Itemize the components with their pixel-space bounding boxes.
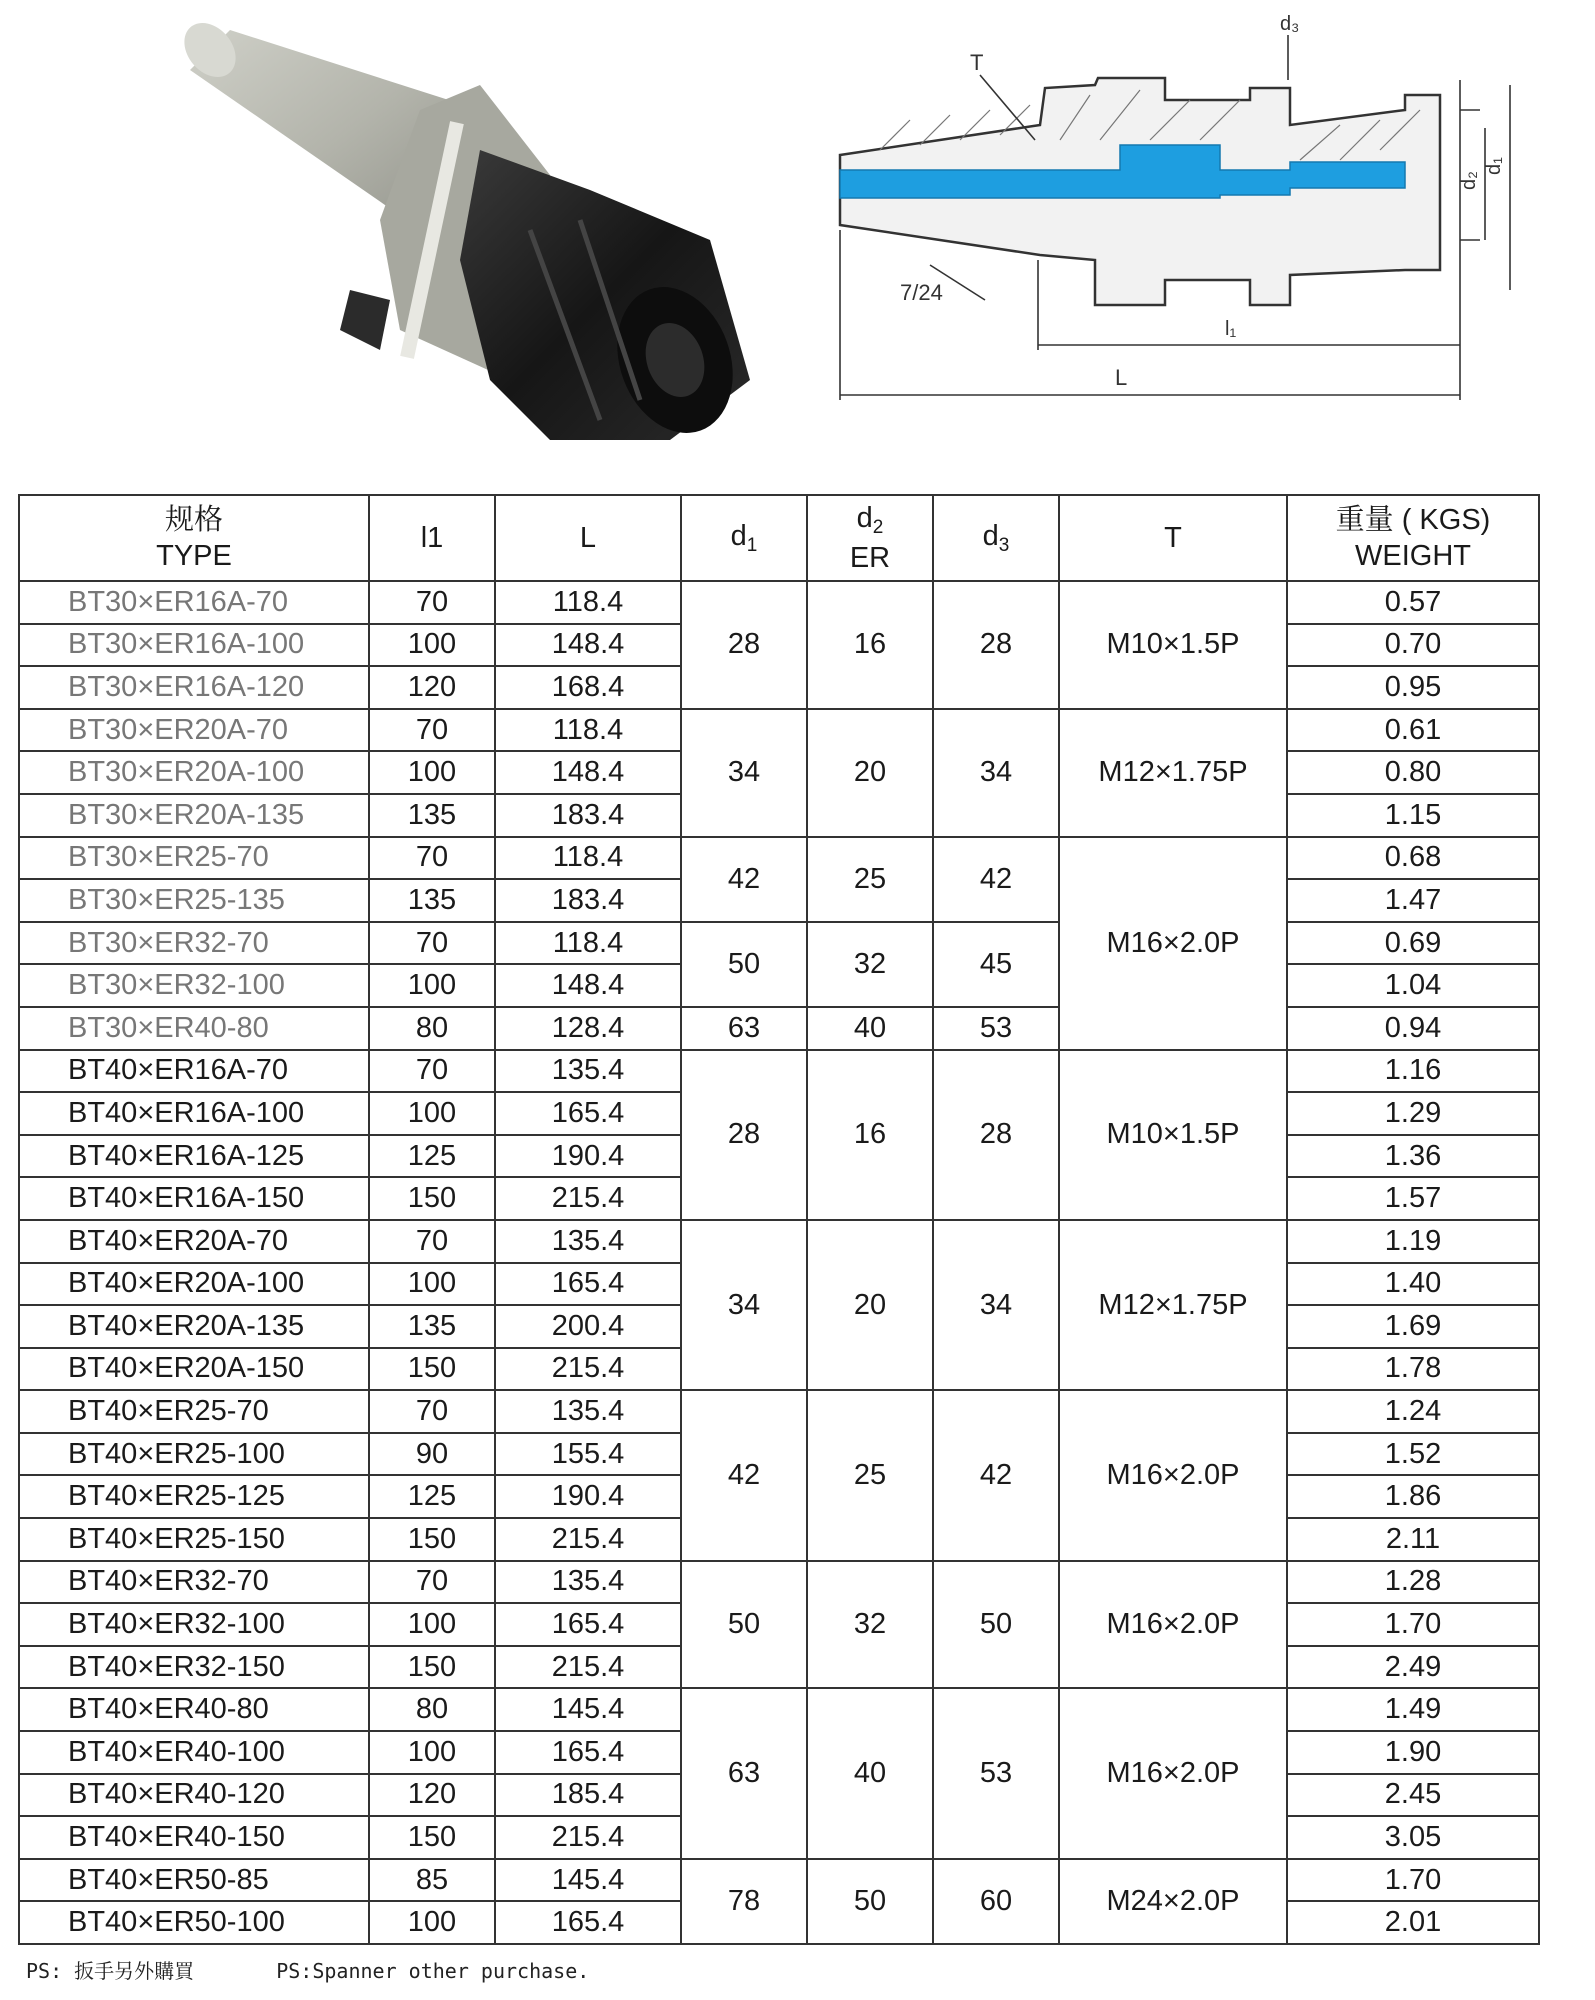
weight-cell: 0.68 <box>1287 837 1539 880</box>
weight-cell: 1.40 <box>1287 1263 1539 1306</box>
l1-cell: 150 <box>369 1177 495 1220</box>
type-cell: BT40×ER16A-150 <box>19 1177 369 1220</box>
l1-cell: 135 <box>369 794 495 837</box>
l1-cell: 150 <box>369 1646 495 1689</box>
type-cell: BT40×ER25-100 <box>19 1433 369 1476</box>
d3-cell: 34 <box>933 709 1059 837</box>
l1-cell: 100 <box>369 1901 495 1944</box>
d1-cell: 28 <box>681 1050 807 1220</box>
l1-cell: 70 <box>369 922 495 965</box>
d3-cell: 60 <box>933 1859 1059 1944</box>
product-photo <box>150 0 750 460</box>
weight-cell: 1.86 <box>1287 1475 1539 1518</box>
l-cell: 183.4 <box>495 794 681 837</box>
l1-cell: 120 <box>369 666 495 709</box>
l1-cell: 70 <box>369 1561 495 1604</box>
weight-cell: 2.01 <box>1287 1901 1539 1944</box>
thread-cell: M24×2.0P <box>1059 1859 1287 1944</box>
thread-cell: M16×2.0P <box>1059 1561 1287 1689</box>
l1-cell: 70 <box>369 1390 495 1433</box>
table-row <box>19 1050 1539 1093</box>
d3-cell: 42 <box>933 837 1059 922</box>
d3-cell: 28 <box>933 1050 1059 1220</box>
thread-cell: M12×1.75P <box>1059 1220 1287 1390</box>
type-cell: BT40×ER20A-100 <box>19 1263 369 1306</box>
l1-cell: 70 <box>369 837 495 880</box>
l1-cell: 120 <box>369 1774 495 1817</box>
weight-cell: 1.28 <box>1287 1561 1539 1604</box>
l-cell: 155.4 <box>495 1433 681 1476</box>
weight-cell: 1.52 <box>1287 1433 1539 1476</box>
l-cell: 185.4 <box>495 1774 681 1817</box>
d3-cell: 45 <box>933 922 1059 1007</box>
l1-cell: 150 <box>369 1816 495 1859</box>
weight-cell: 0.69 <box>1287 922 1539 965</box>
type-cell: BT30×ER20A-135 <box>19 794 369 837</box>
type-cell: BT30×ER32-100 <box>19 964 369 1007</box>
d2-cell: 40 <box>807 1007 933 1050</box>
l-cell: 215.4 <box>495 1816 681 1859</box>
table-row <box>19 1390 1539 1433</box>
col-d2: $d_2$ ER <box>807 495 933 581</box>
weight-cell: 1.16 <box>1287 1050 1539 1093</box>
table-row <box>19 1561 1539 1604</box>
weight-cell: 1.15 <box>1287 794 1539 837</box>
l-cell: 128.4 <box>495 1007 681 1050</box>
d2-cell: 16 <box>807 1050 933 1220</box>
table-row <box>19 1688 1539 1731</box>
l-cell: 215.4 <box>495 1518 681 1561</box>
col-d1: $d_1$ <box>681 495 807 581</box>
weight-cell: 0.57 <box>1287 581 1539 624</box>
weight-cell: 1.49 <box>1287 1688 1539 1731</box>
weight-cell: 1.29 <box>1287 1092 1539 1135</box>
l-cell: 118.4 <box>495 581 681 624</box>
weight-cell: 0.80 <box>1287 751 1539 794</box>
type-cell: BT30×ER25-135 <box>19 879 369 922</box>
table-row <box>19 581 1539 624</box>
l1-cell: 70 <box>369 709 495 752</box>
table-row <box>19 837 1539 880</box>
type-cell: BT40×ER16A-100 <box>19 1092 369 1135</box>
type-cell: BT30×ER16A-120 <box>19 666 369 709</box>
l-cell: 200.4 <box>495 1305 681 1348</box>
d1-cell: 63 <box>681 1007 807 1050</box>
l-cell: 165.4 <box>495 1901 681 1944</box>
d1-cell: 34 <box>681 709 807 837</box>
d3-cell: 34 <box>933 1220 1059 1390</box>
l-cell: 148.4 <box>495 964 681 1007</box>
l1-cell: 90 <box>369 1433 495 1476</box>
weight-cell: 1.04 <box>1287 964 1539 1007</box>
d1-cell: 42 <box>681 837 807 922</box>
type-cell: BT30×ER25-70 <box>19 837 369 880</box>
l-cell: 190.4 <box>495 1475 681 1518</box>
l1-cell: 70 <box>369 581 495 624</box>
d2-cell: 32 <box>807 1561 933 1689</box>
type-cell: BT40×ER16A-70 <box>19 1050 369 1093</box>
weight-cell: 0.95 <box>1287 666 1539 709</box>
l-cell: 135.4 <box>495 1561 681 1604</box>
d1-cell: 78 <box>681 1859 807 1944</box>
col-type: 规格 TYPE <box>19 495 369 581</box>
l1-cell: 70 <box>369 1050 495 1093</box>
l1-cell: 100 <box>369 624 495 667</box>
weight-cell: 1.19 <box>1287 1220 1539 1263</box>
type-cell: BT40×ER25-70 <box>19 1390 369 1433</box>
thread-cell: M16×2.0P <box>1059 1688 1287 1858</box>
d2-label: d₂ <box>1458 171 1480 190</box>
table-row <box>19 922 1539 965</box>
type-cell: BT40×ER40-150 <box>19 1816 369 1859</box>
l-cell: 135.4 <box>495 1390 681 1433</box>
type-cell: BT30×ER20A-70 <box>19 709 369 752</box>
thread-cell: M16×2.0P <box>1059 1390 1287 1560</box>
thread-cell: M12×1.75P <box>1059 709 1287 837</box>
l-cell: 118.4 <box>495 709 681 752</box>
l-cell: 118.4 <box>495 837 681 880</box>
d2-cell: 20 <box>807 1220 933 1390</box>
thread-cell: M16×2.0P <box>1059 837 1287 1050</box>
l-cell: 118.4 <box>495 922 681 965</box>
d3-cell: 53 <box>933 1688 1059 1858</box>
weight-cell: 0.70 <box>1287 624 1539 667</box>
weight-cell: 1.70 <box>1287 1859 1539 1902</box>
d2-cell: 32 <box>807 922 933 1007</box>
weight-cell: 1.47 <box>1287 879 1539 922</box>
type-cell: BT40×ER50-85 <box>19 1859 369 1902</box>
weight-cell: 0.94 <box>1287 1007 1539 1050</box>
type-cell: BT30×ER40-80 <box>19 1007 369 1050</box>
type-cell: BT40×ER40-80 <box>19 1688 369 1731</box>
l-cell: 165.4 <box>495 1603 681 1646</box>
l-cell: 215.4 <box>495 1177 681 1220</box>
l-cell: 190.4 <box>495 1135 681 1178</box>
d3-label: d₃ <box>1280 13 1300 35</box>
l-cell: 165.4 <box>495 1092 681 1135</box>
l-cell: 135.4 <box>495 1050 681 1093</box>
d1-cell: 28 <box>681 581 807 709</box>
col-l1: l1 <box>369 495 495 581</box>
d1-cell: 50 <box>681 922 807 1007</box>
thread-cell: M10×1.5P <box>1059 1050 1287 1220</box>
taper-label: 7/24 <box>900 280 943 305</box>
spec-table <box>18 494 1540 1945</box>
l-cell: 165.4 <box>495 1731 681 1774</box>
col-t: T <box>1059 495 1287 581</box>
weight-cell: 1.90 <box>1287 1731 1539 1774</box>
l-cell: 135.4 <box>495 1220 681 1263</box>
type-cell: BT40×ER50-100 <box>19 1901 369 1944</box>
type-cell: BT40×ER25-125 <box>19 1475 369 1518</box>
spec-rows <box>19 581 1539 1944</box>
l-cell: 165.4 <box>495 1263 681 1306</box>
weight-cell: 3.05 <box>1287 1816 1539 1859</box>
weight-cell: 1.78 <box>1287 1348 1539 1391</box>
l1-cell: 100 <box>369 1731 495 1774</box>
cross-section-drawing <box>820 0 1530 420</box>
l1-cell: 80 <box>369 1688 495 1731</box>
col-weight: 重量 ( KGS) WEIGHT <box>1287 495 1539 581</box>
l1-cell: 70 <box>369 1220 495 1263</box>
type-cell: BT40×ER32-150 <box>19 1646 369 1689</box>
l-cell: 145.4 <box>495 1688 681 1731</box>
l1-label: l₁ <box>1225 318 1237 340</box>
d3-cell: 42 <box>933 1390 1059 1560</box>
type-cell: BT30×ER16A-100 <box>19 624 369 667</box>
weight-cell: 2.45 <box>1287 1774 1539 1817</box>
weight-cell: 1.70 <box>1287 1603 1539 1646</box>
l1-cell: 100 <box>369 1263 495 1306</box>
t-label: T <box>970 50 984 75</box>
type-cell: BT40×ER20A-70 <box>19 1220 369 1263</box>
l-cell: 168.4 <box>495 666 681 709</box>
l1-cell: 100 <box>369 1603 495 1646</box>
l-cell: 148.4 <box>495 624 681 667</box>
l-cell: 215.4 <box>495 1646 681 1689</box>
type-cell: BT40×ER25-150 <box>19 1518 369 1561</box>
weight-cell: 1.36 <box>1287 1135 1539 1178</box>
d2-cell: 25 <box>807 837 933 922</box>
weight-cell: 1.24 <box>1287 1390 1539 1433</box>
type-cell: BT40×ER20A-135 <box>19 1305 369 1348</box>
weight-cell: 2.11 <box>1287 1518 1539 1561</box>
l1-cell: 125 <box>369 1135 495 1178</box>
table-row <box>19 709 1539 752</box>
l-label: L <box>1115 365 1128 390</box>
type-cell: BT40×ER32-100 <box>19 1603 369 1646</box>
l1-cell: 150 <box>369 1518 495 1561</box>
weight-cell: 1.69 <box>1287 1305 1539 1348</box>
weight-cell: 0.61 <box>1287 709 1539 752</box>
type-cell: BT40×ER32-70 <box>19 1561 369 1604</box>
l-cell: 145.4 <box>495 1859 681 1902</box>
d2-cell: 16 <box>807 581 933 709</box>
weight-cell: 2.49 <box>1287 1646 1539 1689</box>
d3-cell: 28 <box>933 581 1059 709</box>
header-row <box>19 495 1539 581</box>
type-cell: BT40×ER20A-150 <box>19 1348 369 1391</box>
d2-cell: 50 <box>807 1859 933 1944</box>
type-cell: BT30×ER16A-70 <box>19 581 369 624</box>
d1-cell: 42 <box>681 1390 807 1560</box>
l1-cell: 125 <box>369 1475 495 1518</box>
d1-cell: 50 <box>681 1561 807 1689</box>
col-l: L <box>495 495 681 581</box>
table-row <box>19 1220 1539 1263</box>
d2-cell: 25 <box>807 1390 933 1560</box>
d1-cell: 34 <box>681 1220 807 1390</box>
thread-cell: M10×1.5P <box>1059 581 1287 709</box>
weight-cell: 1.57 <box>1287 1177 1539 1220</box>
l1-cell: 150 <box>369 1348 495 1391</box>
d1-label: d₁ <box>1483 157 1505 175</box>
l1-cell: 135 <box>369 879 495 922</box>
l1-cell: 100 <box>369 751 495 794</box>
d1-cell: 63 <box>681 1688 807 1858</box>
d2-cell: 40 <box>807 1688 933 1858</box>
footer-note-en: PS:Spanner other purchase. <box>276 1959 590 1983</box>
l1-cell: 80 <box>369 1007 495 1050</box>
col-d3: $d_3$ <box>933 495 1059 581</box>
l1-cell: 100 <box>369 964 495 1007</box>
type-cell: BT30×ER32-70 <box>19 922 369 965</box>
d2-cell: 20 <box>807 709 933 837</box>
table-row <box>19 1007 1539 1050</box>
d3-cell: 50 <box>933 1561 1059 1689</box>
type-cell: BT40×ER40-120 <box>19 1774 369 1817</box>
footer-note-cn: PS: 扳手另外購買 <box>26 1959 195 1983</box>
l-cell: 215.4 <box>495 1348 681 1391</box>
table-row <box>19 1859 1539 1902</box>
l-cell: 183.4 <box>495 879 681 922</box>
d3-cell: 53 <box>933 1007 1059 1050</box>
l1-cell: 85 <box>369 1859 495 1902</box>
type-cell: BT40×ER40-100 <box>19 1731 369 1774</box>
l-cell: 148.4 <box>495 751 681 794</box>
l1-cell: 135 <box>369 1305 495 1348</box>
type-cell: BT40×ER16A-125 <box>19 1135 369 1178</box>
footer-note <box>26 1955 659 1984</box>
l1-cell: 100 <box>369 1092 495 1135</box>
type-cell: BT30×ER20A-100 <box>19 751 369 794</box>
